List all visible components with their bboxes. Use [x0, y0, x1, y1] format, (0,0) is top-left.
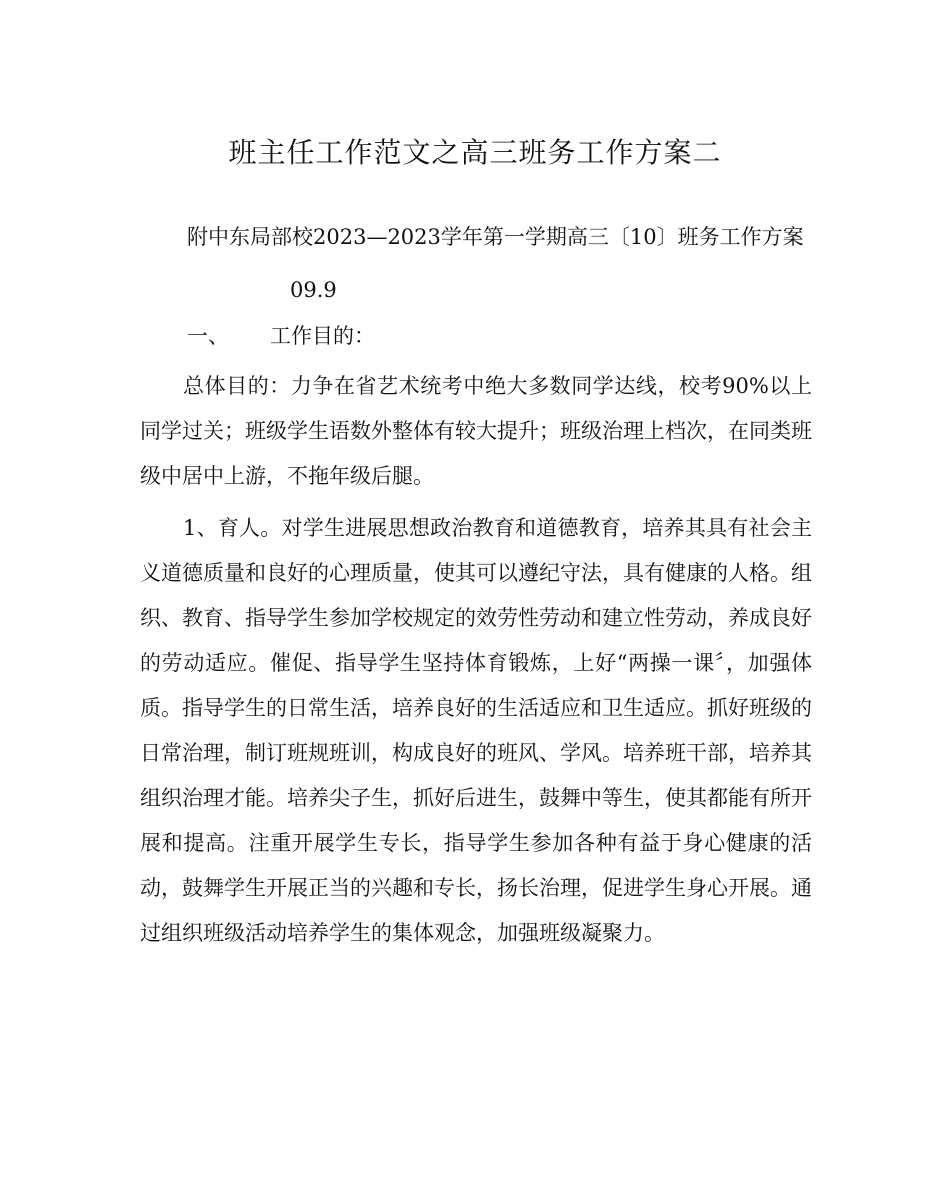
document-date: 09.9	[290, 278, 337, 302]
document-subtitle: 附中东局部校2023—2023学年第一学期高三〔10〕班务工作方案	[187, 225, 804, 249]
section-heading	[187, 320, 375, 352]
paragraph-overall-goal: 总体目的：力争在省艺术统考中绝大多数同学达线，校考90%以上同学过关；班级学生语数外整体有较大提升；班级治理上档次，在同类班级中居中上游，不拖年级后腿。	[140, 374, 812, 488]
section-label: 工作目的：	[270, 324, 375, 348]
paragraph-education: 1、育人。对学生进展思想政治教育和道德教育，培养其具有社会主义道德质量和良好的心理质量，使其可以遵纪守法，具有健康的人格。组织、教育、指导学生参加学校规定的效劳性劳动和建立性劳动，养成良好的劳动适应。催促、指导学生坚持体育锻炼，上好“两操一课〞，加强体质。指导学生的日常生活，培养良好的生活适应和卫生适应。抓好班级的日常治理，制订班规班训，构成良好的班风、学风。培养班干部，培养其组织治理才能。培养尖子生，抓好后进生，鼓舞中等生，使其都能有所开展和提高。注重开展学生专长，指导学生参加各种有益于身心健康的活动，鼓舞学生开展正当的兴趣和专长，扬长治理，促进学生身心开展。通过组织班级活动培养学生的集体观念，加强班级凝聚力。	[140, 516, 812, 945]
document-title: 班主任工作范文之高三班务工作方案二	[228, 136, 722, 169]
section-number: 一、	[187, 324, 229, 348]
